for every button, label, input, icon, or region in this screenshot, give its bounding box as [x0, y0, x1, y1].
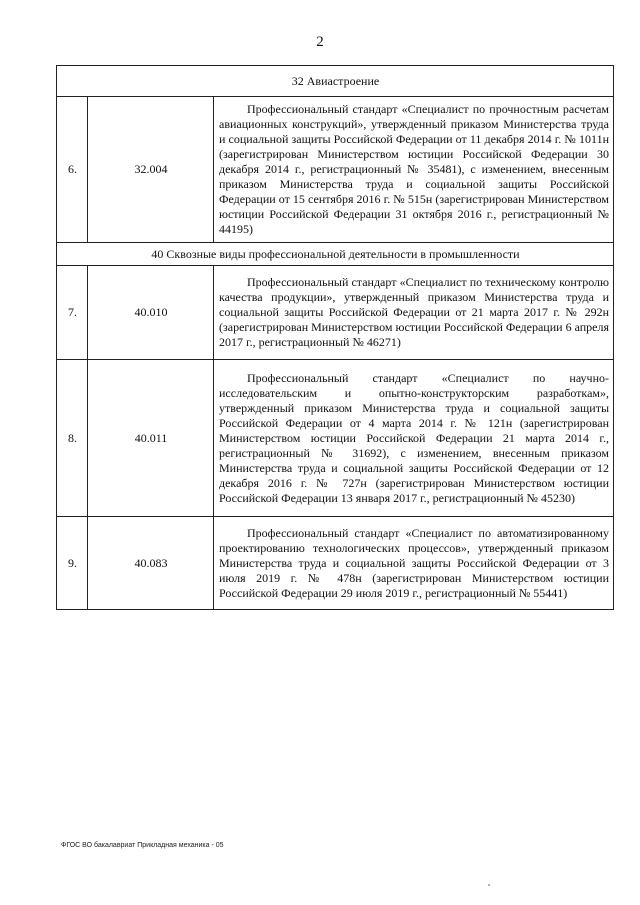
- section-row: [57, 66, 614, 97]
- section-title: 40 Сквозные виды профессиональной деятельности в промышленности: [57, 243, 614, 266]
- standard-code: 32.004: [88, 97, 214, 243]
- table-row: [57, 97, 614, 243]
- standard-description: Профессиональный стандарт «Специалист по научно-исследовательским и опытно-конструкторским разработкам», утвержденный приказом Министерства труда и социальной защиты Российской Федерации от 4 марта 2014 г. № 121н (зарегистрирован Министерством юстиции Российской Федерации 21 марта 2014 г., регистрационный № 31692), с изменением, внесенным приказом Министерства труда и социальной защиты Российской Федерации от 12 декабря 2016 г. № 727н (зарегистрирован Министерством юстиции Российской Федерации 13 января 2017 г., регистрационный № 45230): [214, 360, 614, 517]
- standard-description: Профессиональный стандарт «Специалист по автоматизированному проектированию технологических процессов», утвержденный приказом Министерства труда и социальной защиты Российской Федерации от 3 июля 2019 г. № 478н (зарегистрирован Министерством юстиции Российской Федерации 29 июля 2019 г., регистрационный № 55441): [214, 517, 614, 610]
- row-number: 7.: [57, 266, 88, 360]
- table-row: [57, 517, 614, 610]
- row-number: 8.: [57, 360, 88, 517]
- table-row: [57, 266, 614, 360]
- standard-code: 40.083: [88, 517, 214, 610]
- standard-code: 40.010: [88, 266, 214, 360]
- section-row: [57, 243, 614, 266]
- scan-speck: [488, 884, 490, 886]
- standard-code: 40.011: [88, 360, 214, 517]
- table-row: [57, 360, 614, 517]
- page-footer: ФГОС ВО бакалавриат Прикладная механика - 05: [61, 842, 224, 849]
- standard-description: Профессиональный стандарт «Специалист по техническому контролю качества продукции», утвержденный приказом Министерства труда и социальной защиты Российской Федерации от 21 марта 2017 г. № 292н (зарегистрирован Министерством юстиции Российской Федерации 6 апреля 2017 г., регистрационный № 46271): [214, 266, 614, 360]
- standard-description: Профессиональный стандарт «Специалист по прочностным расчетам авиационных конструкций», утвержденный приказом Министерства труда и социальной защиты Российской Федерации от 11 декабря 2014 г. № 1011н (зарегистрирован Министерством юстиции Российской Федерации 30 декабря 2014 г., регистрационный № 35481), с изменением, внесенным приказом Министерства труда и социальной защиты Российской Федерации от 15 сентября 2016 г. № 515н (зарегистрирован Министерством юстиции Российской Федерации 31 октября 2016 г., регистрационный № 44195): [214, 97, 614, 243]
- standards-table: [56, 65, 614, 610]
- section-title: 32 Авиастроение: [57, 66, 614, 97]
- page-number: 2: [316, 34, 324, 50]
- row-number: 9.: [57, 517, 88, 610]
- row-number: 6.: [57, 97, 88, 243]
